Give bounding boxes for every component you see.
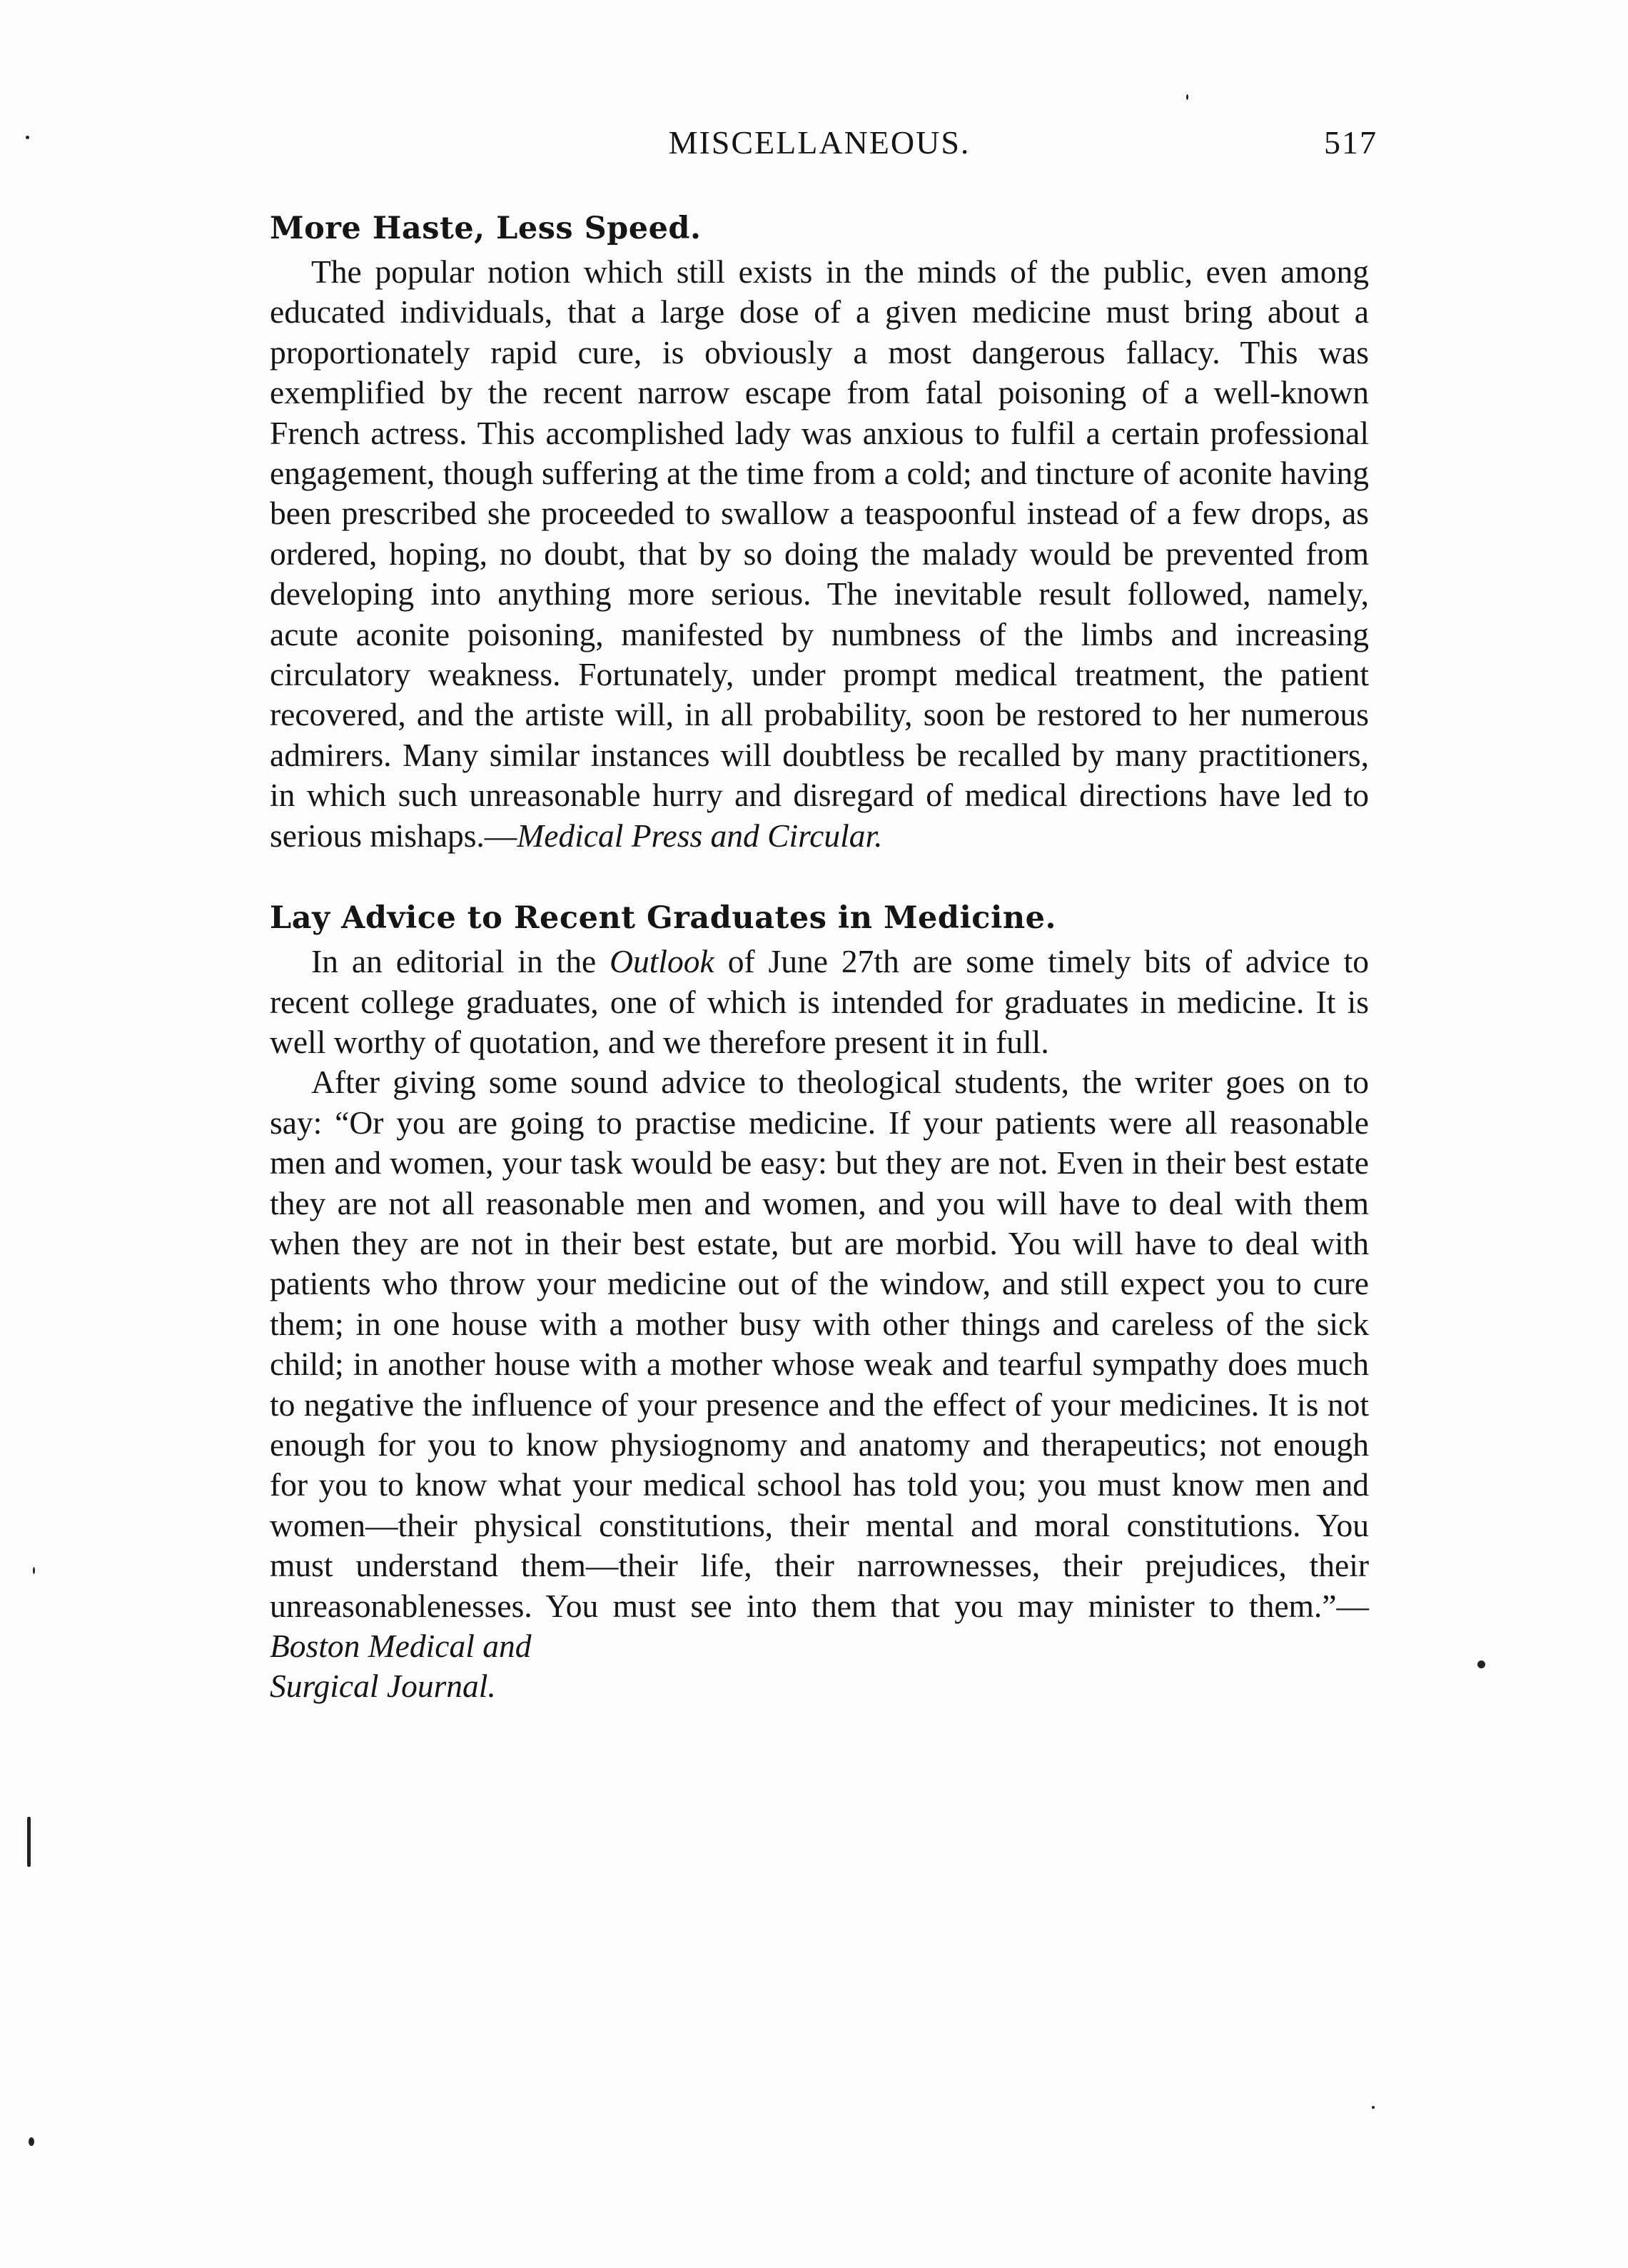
citation: Medical Press and Circular. [517,817,883,854]
document-page [270,118,1377,1707]
paragraph-text: of June 27th are some timely bits of advice to recent college graduates, one of which is intended for graduates in medicine. It is well worthy of quotation, and we therefore present it in full. [270,943,1369,1060]
scan-speck [1186,94,1188,100]
article-more-haste [270,211,1369,856]
scan-speck [27,1817,31,1867]
citation: Boston Medical and [270,1628,532,1664]
article-paragraph [270,252,1369,856]
scan-speck [33,1567,35,1574]
scan-speck [29,2137,34,2146]
scan-speck [1372,2106,1375,2109]
scan-speck [1477,1660,1485,1668]
paragraph-text: After giving some sound advice to theological students, the writer goes on to say: “Or you are going to practise medicine. If your patients were all reasonable men and women, your task would be easy: but they are not. Even in their best estate they are not all reasonable men and women, and you will have to deal with them when they are not in their best estate, but are morbid. You will have to deal with patients who throw your medicine out of the window, and still expect you to cure them; in one house with a mother busy with other things and careless of the sick child; in another house with a mother whose weak and tearful sympathy does much to negative the influence of your presence and the effect of your medicines. It is not enough for you to know physiognomy and anatomy and therapeutics; not enough for you to know what your medical school has told you; you must know men and women—their physical constitutions, their mental and moral constitutions. You must understand them—their life, their narrownesses, their prejudices, their unreasonablenesses. You must see into them that you may minister to them.”— [270,1064,1369,1624]
article-paragraph [270,942,1369,1062]
article-paragraph [270,1062,1369,1666]
running-head [270,118,1377,168]
page-number: 517 [1324,124,1377,161]
paragraph-text: The popular notion which still exists in the minds of the public, even among educated individuals, that a large dose of a given medicine must bring about a proportionately rapid cure, is obviously a most dangerous fallacy. This was exemplified by the recent narrow escape from fatal poisoning of a well-known French actress. This accomplished lady was anxious to fulfil a certain professional engagement, though suffering at the time from a cold; and tincture of aconite having been prescribed she proceeded to swallow a teaspoonful instead of a few drops, as ordered, hoping, no doubt, that by so doing the malady would be prevented from developing into anything more serious. The inevitable result followed, namely, acute aconite poisoning, manifested by numbness of the limbs and increasing circulatory weakness. Fortunately, under prompt medical treatment, the patient recovered, and the artiste will, in all probability, soon be restored to her numerous admirers. Many similar instances will doubtless be recalled by many practitioners, in which such unreasonable hurry and disregard of medical directions have led to serious mishaps.— [270,253,1369,854]
running-head-title: MISCELLANEOUS. [668,124,971,161]
scan-speck [26,136,29,139]
journal-name: Outlook [610,943,714,980]
article-lay-advice [270,900,1369,1707]
article-title: More Haste, Less Speed. [270,211,702,246]
paragraph-text: In an editorial in the [311,943,610,980]
article-title: Lay Advice to Recent Graduates in Medicine. [270,900,1056,937]
citation-continued: Surgical Journal. [270,1668,496,1705]
